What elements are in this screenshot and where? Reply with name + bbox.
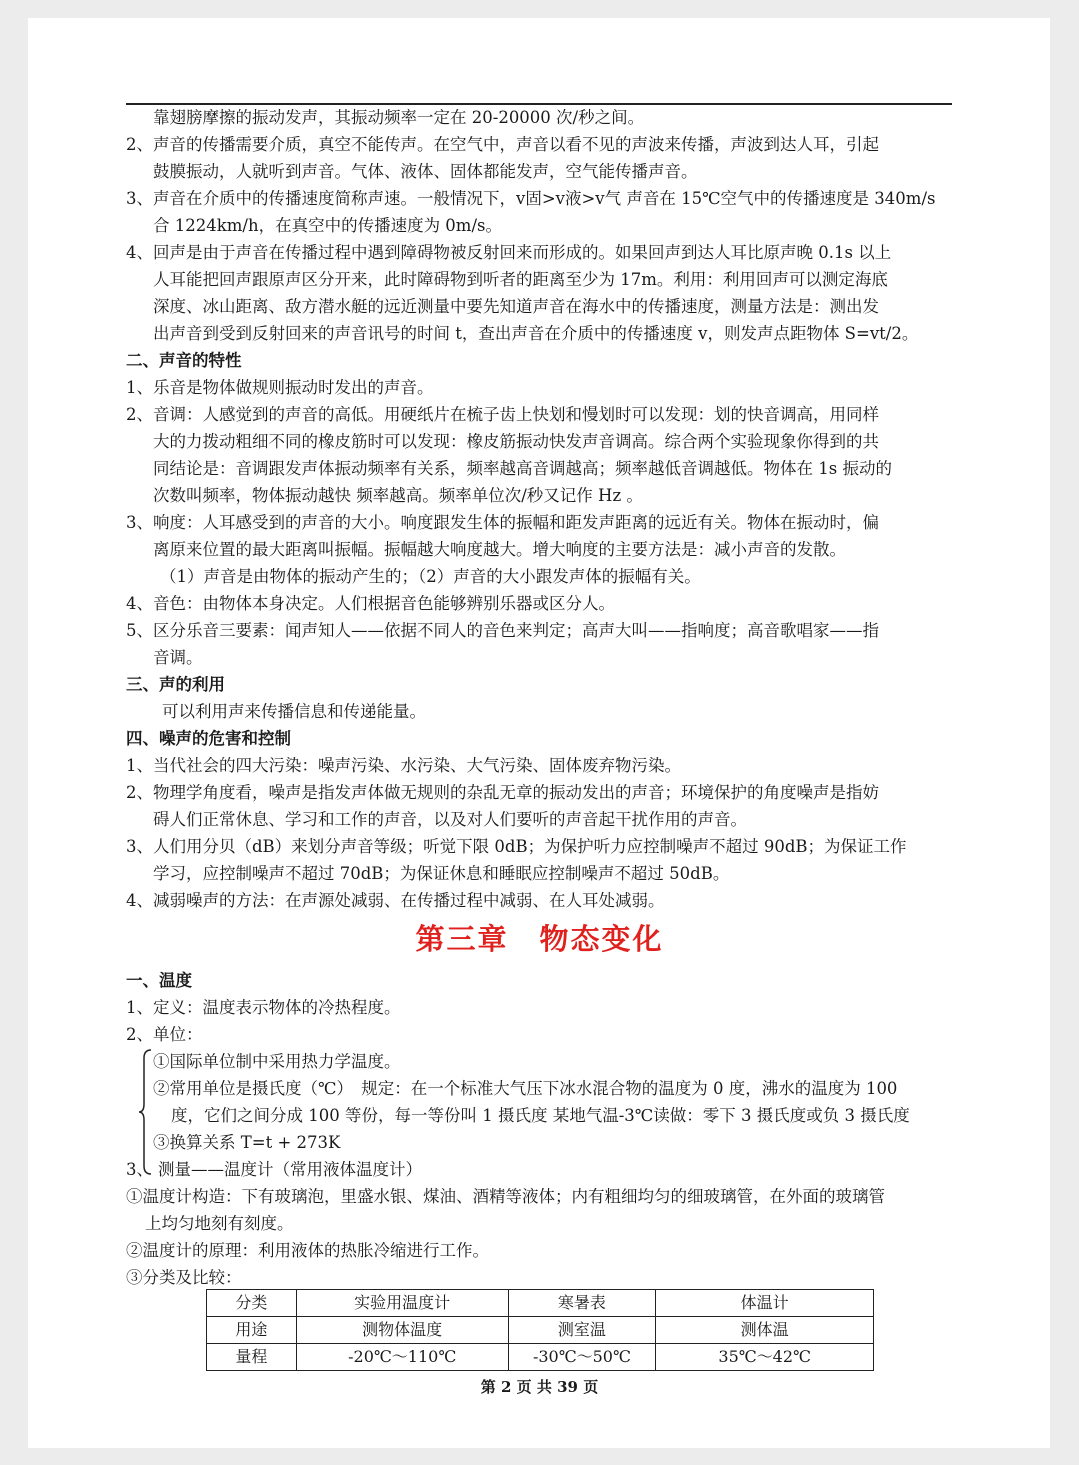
text-line: 1、定义：温度表示物体的冷热程度。: [126, 998, 401, 1017]
chapter-title: 第三章 物态变化: [415, 922, 664, 956]
text-line: ①国际单位制中采用热力学温度。: [153, 1052, 401, 1071]
table-cell: -20℃～110℃: [296, 1344, 508, 1371]
text-line: 度，它们之间分成 100 等份，每一等份叫 1 摄氏度 某地气温-3℃读做：零下 3 摄氏度或负 3 摄氏度: [171, 1106, 910, 1125]
text-line: 出声音到受到反射回来的声音讯号的时间 t，查出声音在介质中的传播速度 v，则发声点距物体 S=vt/2。: [153, 324, 919, 343]
table-row: [207, 1290, 874, 1317]
text-line: 合 1224km/h，在真空中的传播速度为 0m/s。: [153, 216, 502, 235]
text-line: 3、响度：人耳感受到的声音的大小。响度跟发生体的振幅和距发声距离的远近有关。物体在振动时，偏: [126, 513, 879, 532]
text-line: 可以利用声来传播信息和传递能量。: [162, 702, 426, 721]
text-line: （1）声音是由物体的振动产生的；（2）声音的大小跟发声体的振幅有关。: [160, 567, 701, 586]
table-row: [207, 1344, 874, 1371]
text-line: 音调。: [153, 648, 203, 667]
text-line: 碍人们正常休息、学习和工作的声音，以及对人们要听的声音起干扰作用的声音。: [153, 810, 747, 829]
text-line: 4、减弱噪声的方法：在声源处减弱、在传播过程中减弱、在人耳处减弱。: [126, 891, 665, 910]
table-cell: 用途: [207, 1317, 297, 1344]
text-line: 测量——温度计（常用液体温度计）: [158, 1160, 422, 1179]
table-cell: 测体温: [656, 1317, 874, 1344]
table-cell: 分类: [207, 1290, 297, 1317]
text-line: 4、回声是由于声音在传播过程中遇到障碍物被反射回来而形成的。如果回声到达人耳比原声晚 0.1s 以上: [126, 243, 892, 262]
text-line: 同结论是：音调跟发声体振动频率有关系，频率越高音调越高；频率越低音调越低。物体在 1s 振动的: [153, 459, 892, 478]
text-line: 次数叫频率，物体振动越快 频率越高。频率单位次/秒又记作 Hz 。: [153, 486, 643, 505]
table-cell: -30℃～50℃: [508, 1344, 656, 1371]
text-line: 2、音调：人感觉到的声音的高低。用硬纸片在梳子齿上快划和慢划时可以发现：划的快音调高，用同样: [126, 405, 879, 424]
table-cell: 35℃～42℃: [656, 1344, 874, 1371]
text-line: 深度、冰山距离、敌方潜水艇的远近测量中要先知道声音在海水中的传播速度，测量方法是：测出发: [153, 297, 879, 316]
text-line: ①温度计构造：下有玻璃泡，里盛水银、煤油、酒精等液体；内有粗细均匀的细玻璃管，在外面的玻璃管: [126, 1187, 885, 1206]
text-line: 人耳能把回声跟原声区分开来，此时障碍物到听者的距离至少为 17m。利用：利用回声可以测定海底: [153, 270, 888, 289]
table-cell: 体温计: [656, 1290, 874, 1317]
table-row: [207, 1317, 874, 1344]
text-line: 大的力拨动粗细不同的橡皮筋时可以发现：橡皮筋振动快发声音调高。综合两个实验现象你得到的共: [153, 432, 879, 451]
text-line: 学习，应控制噪声不超过 70dB；为保证休息和睡眠应控制噪声不超过 50dB。: [153, 864, 730, 883]
curly-brace: [138, 1048, 152, 1176]
text-line: 2、声音的传播需要介质，真空不能传声。在空气中，声音以看不见的声波来传播，声波到达人耳，引起: [126, 135, 879, 154]
page-number: 第 2 页 共 39 页: [480, 1378, 599, 1396]
section-heading: 四、噪声的危害和控制: [126, 729, 291, 748]
text-line: 离原来位置的最大距离叫振幅。振幅越大响度越大。增大响度的主要方法是：减小声音的发散。: [153, 540, 846, 559]
section-heading: 一、温度: [126, 971, 192, 990]
table-cell: 测物体温度: [296, 1317, 508, 1344]
text-line: ②温度计的原理：利用液体的热胀冷缩进行工作。: [126, 1241, 489, 1260]
table-cell: 测室温: [508, 1317, 656, 1344]
text-line: 5、区分乐音三要素：闻声知人——依据不同人的音色来判定；高声大叫——指响度；高音歌唱家——指: [126, 621, 879, 640]
section-heading: 三、声的利用: [126, 675, 225, 694]
text-line: 4、音色：由物体本身决定。人们根据音色能够辨别乐器或区分人。: [126, 594, 615, 613]
table-cell: 实验用温度计: [296, 1290, 508, 1317]
text-line: 靠翅膀摩擦的振动发声，其振动频率一定在 20-20000 次/秒之间。: [153, 108, 645, 127]
text-line: 1、当代社会的四大污染：噪声污染、水污染、大气污染、固体废弃物污染。: [126, 756, 681, 775]
text-line: 2、单位：: [126, 1025, 203, 1044]
text-line: 1、乐音是物体做规则振动时发出的声音。: [126, 378, 434, 397]
text-line: 上均匀地刻有刻度。: [145, 1214, 294, 1233]
text-line: ②常用单位是摄氏度（℃） 规定：在一个标准大气压下冰水混合物的温度为 0 度，沸水的温度为 100: [153, 1079, 898, 1098]
thermometer-comparison-table: [206, 1289, 874, 1371]
table-cell: 量程: [207, 1344, 297, 1371]
header-rule: [126, 103, 952, 105]
text-line: 3、声音在介质中的传播速度简称声速。一般情况下，v固>v液>v气 声音在 15℃空气中的传播速度是 340m/s: [126, 189, 936, 208]
text-line: ③分类及比较：: [126, 1268, 242, 1287]
list-number: 3、: [126, 1160, 153, 1179]
text-line: ③换算关系 T=t + 273K: [153, 1133, 341, 1152]
text-line: 3、人们用分贝（dB）来划分声音等级；听觉下限 0dB；为保护听力应控制噪声不超过 90dB；为保证工作: [126, 837, 907, 856]
text-line: 2、物理学角度看，噪声是指发声体做无规则的杂乱无章的振动发出的声音；环境保护的角度噪声是指妨: [126, 783, 879, 802]
section-heading: 二、声音的特性: [126, 351, 242, 370]
table-cell: 寒暑表: [508, 1290, 656, 1317]
text-line: 鼓膜振动，人就听到声音。气体、液体、固体都能发声，空气能传播声音。: [153, 162, 698, 181]
